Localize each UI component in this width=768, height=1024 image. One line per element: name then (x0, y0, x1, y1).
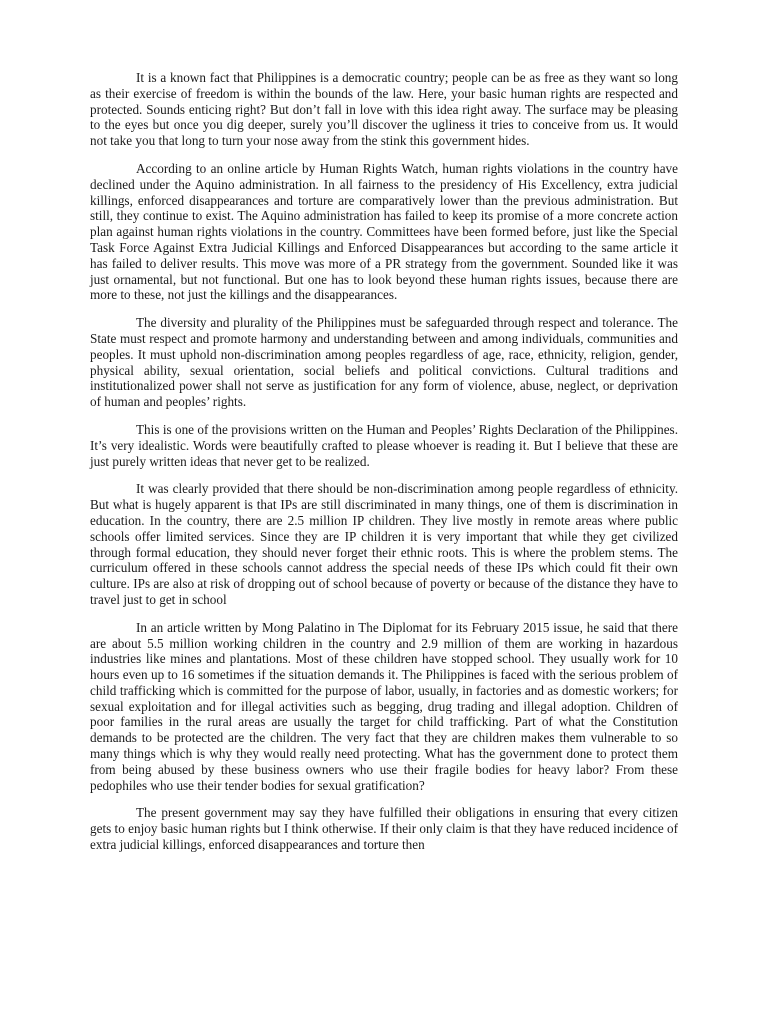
document-page (90, 70, 678, 865)
paragraph-child-labor: In an article written by Mong Palatino in The Diplomat for its February 2015 issue, he said that there are about 5.5 million working children in the country and 2.9 million of them are working in hazardous industries like mines and plantations. Most of these children have stopped school. They usually work for 10 hours even up to 16 sometimes if the situation demands it. The Philippines is faced with the serious problem of child trafficking which is committed for the purpose of labor, usually, in factories and as domestic workers; for sexual exploitation and for illegal activities such as begging, drug trading and illegal adoption. Children of poor families in the rural areas are usually the target for child trafficking. Part of what the Constitution demands to be protected are the children. The very fact that they are children makes them vulnerable to so many things which is why they would really need protecting. What has the government done to protect them from being abused by these business owners who use their fragile bodies for heavy labor? From these pedophiles who use their tender bodies for sexual gratification? (90, 619, 678, 793)
paragraph-declaration: This is one of the provisions written on the Human and Peoples’ Rights Declaration of the Philippines. It’s very idealistic. Words were beautifully crafted to please whoever is reading it. But I believe that these are just purely written ideas that never get to be realized. (90, 421, 678, 469)
paragraph-ip-discrimination: It was clearly provided that there should be non-discrimination among people regardless of ethnicity. But what is hugely apparent is that IPs are still discriminated in many things, one of them is discrimination in education. In the country, there are 2.5 million IP children. They live mostly in remote areas where public schools offer limited services. Since they are IP children it is very important that while they get civilized through formal education, they should never forget their ethnic roots. This is where the problem stems. The curriculum offered in these schools cannot address the special needs of these IPs which could fit their own culture. IPs are also at risk of dropping out of school because of poverty or because of the distance they have to travel just to get in school (90, 481, 678, 607)
paragraph-present-government: The present government may say they have fulfilled their obligations in ensuring that every citizen gets to enjoy basic human rights but I think otherwise. If their only claim is that they have reduced incidence of extra judicial killings, enforced disappearances and torture then (90, 805, 678, 853)
paragraph-diversity-provision: The diversity and plurality of the Philippines must be safeguarded through respect and tolerance. The State must respect and promote harmony and understanding between and among individuals, communities and peoples. It must uphold non-discrimination among peoples regardless of age, race, ethnicity, religion, gender, physical ability, sexual orientation, social beliefs and political convictions. Cultural traditions and institutionalized power shall not serve as justification for any form of violence, abuse, neglect, or deprivation of human and peoples’ rights. (90, 315, 678, 410)
paragraph-human-rights-watch: According to an online article by Human Rights Watch, human rights violations in the country have declined under the Aquino administration. In all fairness to the presidency of His Excellency, extra judicial killings, enforced disappearances and torture are comparatively lower than the previous administration. But still, they continue to exist. The Aquino administration has failed to keep its promise of a more concrete action plan against human rights violations in the country. Committees have been formed before, just like the Special Task Force Against Extra Judicial Killings and Enforced Disappearances but according to the same article it has failed to deliver results. This move was more of a PR strategy from the government. Sounded like it was just ornamental, but not functional. But one has to look beyond these human rights issues, because there are more to these, not just the killings and the disappearances. (90, 160, 678, 303)
paragraph-intro: It is a known fact that Philippines is a democratic country; people can be as free as they want so long as their exercise of freedom is within the bounds of the law. Here, your basic human rights are respected and protected. Sounds enticing right? But don’t fall in love with this idea right away. The surface may be pleasing to the eyes but once you dig deeper, surely you’ll discover the ugliness it tries to conceive from us. It would not take you that long to turn your nose away from the stink this government hides. (90, 70, 678, 149)
